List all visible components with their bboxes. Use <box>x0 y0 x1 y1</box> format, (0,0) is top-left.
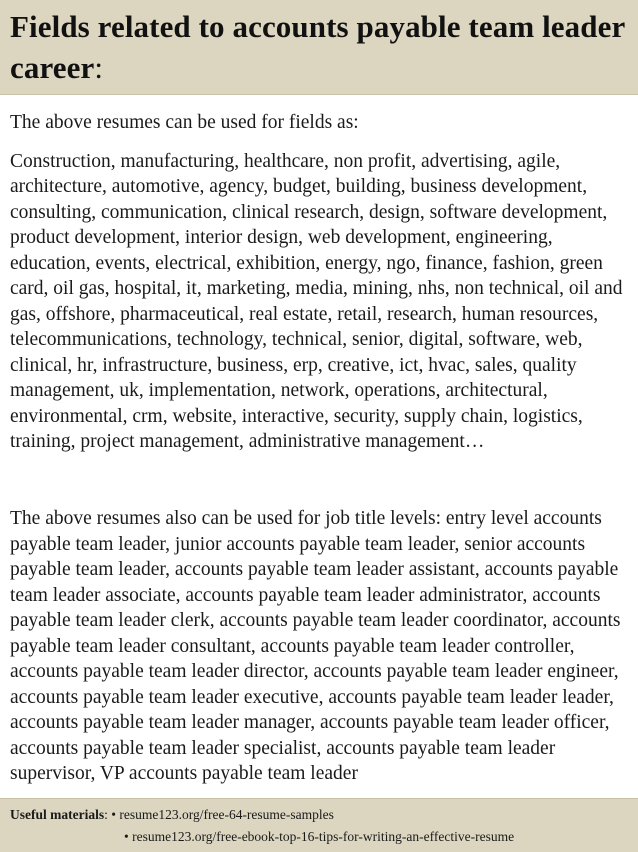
levels-section <box>10 506 634 796</box>
fields-paragraph: Construction, manufacturing, healthcare, non profit, advertising, agile, architecture, automotive, agency, budget, building, business development, consulting, communication, clinical research, design, software development, product development, interior design, web development, engineering, education, events, electrical, exhibition, energy, ngo, finance, fashion, green card, oil gas, hospital, it, marketing, media, mining, nhs, non technical, oil and gas, offshore, pharmaceutical, real estate, retail, research, human resources, telecommunications, technology, technical, senior, digital, software, web, clinical, hr, infrastructure, business, erp, creative, ict, hvac, sales, quality management, uk, implementation, network, operations, architectural, environmental, crm, website, interactive, security, supply chain, logistics, training, project management, administrative management… <box>10 150 623 452</box>
intro-paragraph: The above resumes can be used for fields as: <box>10 112 359 133</box>
bullet-icon: • <box>111 807 116 822</box>
title-banner <box>0 0 638 95</box>
useful-materials-label: Useful materials <box>10 807 105 822</box>
bullet-icon: • <box>124 829 129 844</box>
page-title-text: Fields related to accounts payable team leader career <box>10 9 625 85</box>
page-title-colon: : <box>94 50 104 85</box>
footer-row-2 <box>124 827 514 847</box>
content-section <box>10 110 634 469</box>
footer-row-1 <box>10 805 334 825</box>
useful-materials-footer <box>0 798 638 852</box>
resource-link-2[interactable]: resume123.org/free-ebook-top-16-tips-for-writing-an-effective-resume <box>132 829 515 844</box>
levels-paragraph: The above resumes also can be used for job title levels: entry level accounts payable team leader, junior accounts payable team leader, senior accounts payable team leader, accounts payable team leader assistant, accounts payable team leader associate, accounts payable team leader administrator, accounts payable team leader clerk, accounts payable team leader coordinator, accounts payable team leader consultant, accounts payable team leader controller, accounts payable team leader director, accounts payable team leader engineer, accounts payable team leader executive, accounts payable team leader leader, accounts payable team leader manager, accounts payable team leader officer, accounts payable team leader specialist, accounts payable team leader supervisor, VP accounts payable team leader <box>10 508 621 784</box>
resource-link-1[interactable]: resume123.org/free-64-resume-samples <box>119 807 334 822</box>
page-title <box>10 6 630 88</box>
label-separator: : <box>104 807 108 822</box>
